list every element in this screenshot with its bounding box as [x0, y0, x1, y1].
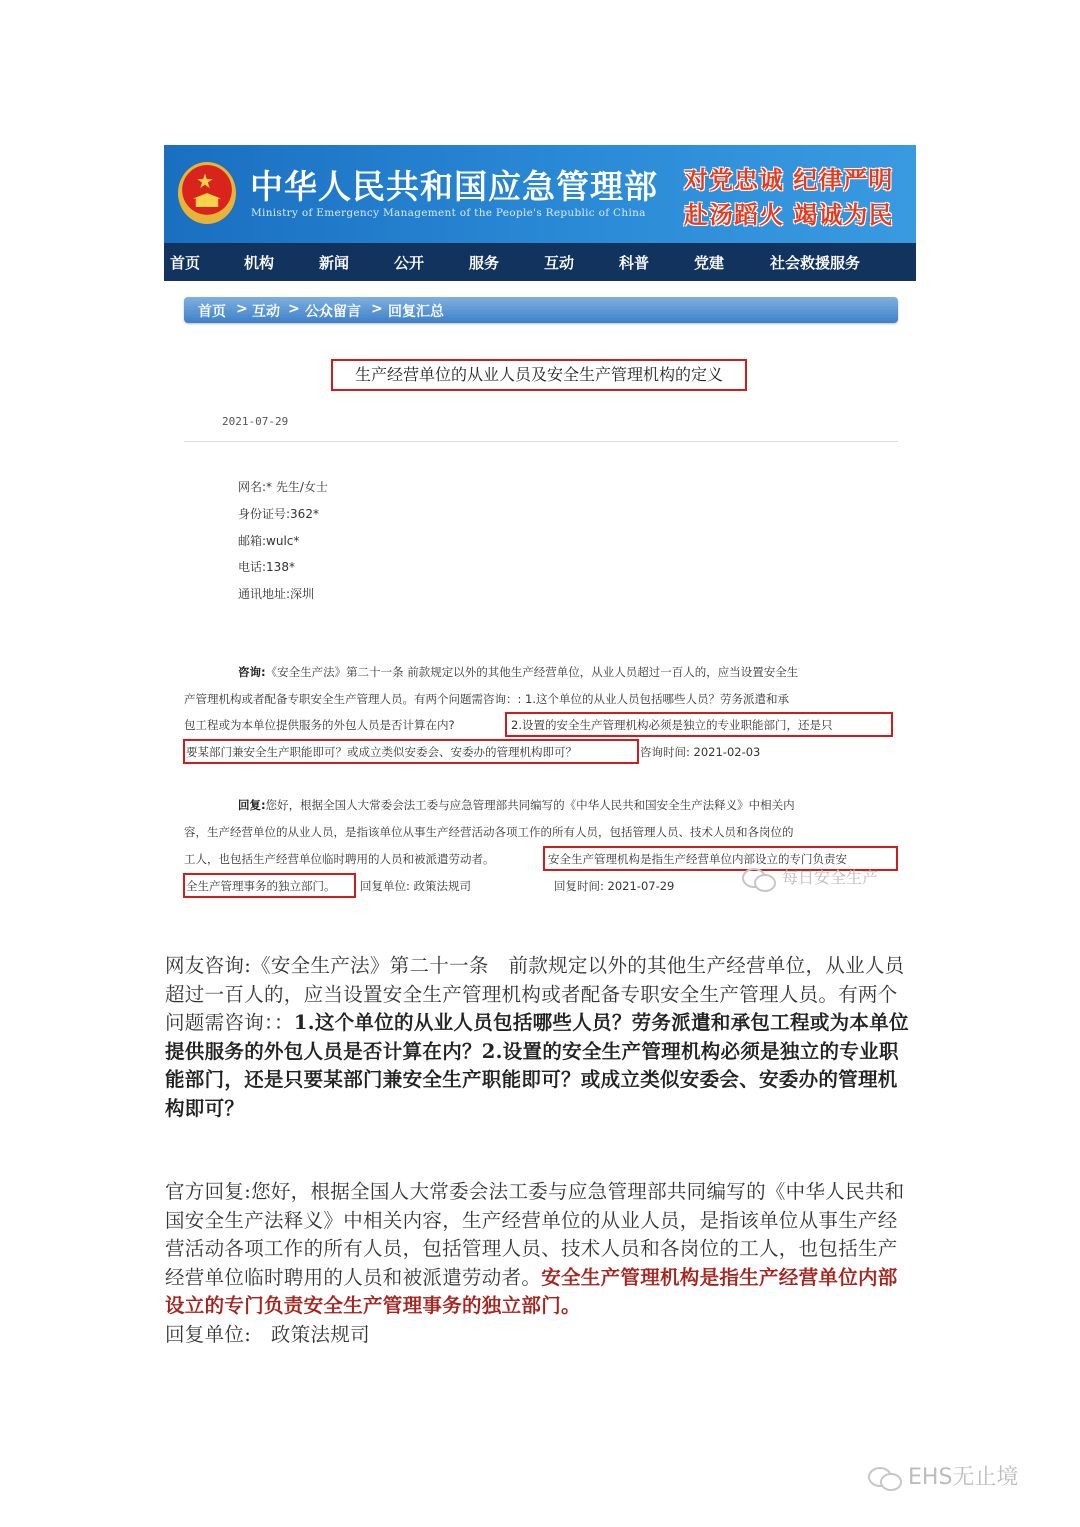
- reply-unit: 回复单位: 政策法规司: [360, 879, 472, 893]
- info-phone: 电话:138*: [238, 560, 295, 574]
- article-title: 生产经营单位的从业人员及安全生产管理机构的定义: [331, 359, 747, 391]
- reply-unit-line: 回复单位: 政策法规司: [165, 1322, 370, 1346]
- reply-line-2: 容，生产经营单位的从业人员，是指该单位从事生产经营活动各项工作的所有人员，包括管理人员、技术人员和各岗位的: [184, 825, 794, 839]
- info-address: 通讯地址:深圳: [238, 587, 315, 601]
- article-date: 2021-07-29: [222, 415, 289, 428]
- wechat-icon: [742, 866, 776, 892]
- nav-item-home[interactable]: 首页: [170, 254, 201, 272]
- question-line-2: 产管理机构或者配备专职安全生产管理人员。有两个问题需咨询：: 1.这个单位的从业人员包括哪些人员？劳务派遣和承: [184, 692, 789, 706]
- nav-item-rescue[interactable]: 社会救援服务: [770, 254, 861, 272]
- breadcrumb-interact[interactable]: 互动: [252, 304, 280, 320]
- reply-highlight: 安全生产管理机构是指生产经营单位内部设立的专门负责安全生产管理事务的独立部门。: [165, 1265, 898, 1317]
- reply-line-4a: 全生产管理事务的独立部门。: [186, 879, 336, 893]
- footer-watermark: EHS无止境: [868, 1460, 1018, 1491]
- nav-item-org[interactable]: 机构: [244, 254, 275, 272]
- reply-time: 回复时间: 2021-07-29: [554, 879, 675, 893]
- main-nav: [164, 243, 916, 281]
- question-line-3b: 2.设置的安全生产管理机构必须是独立的专业职能部门，还是只: [511, 718, 833, 732]
- breadcrumb-messages[interactable]: 公众留言: [305, 304, 361, 320]
- nav-item-interact[interactable]: 互动: [544, 254, 575, 272]
- reply-plain: 官方回复:您好，根据全国人大常委会法工委与应急管理部共同编写的《中华人民共和国安全生产法释义》中相关内容，生产经营单位的从业人员，是指该单位从事生产经营活动各项工作的所有人员，包括管理人员、技术人员和各岗位的工人，也包括生产经营单位临时聘用的人员和被派遣劳动者。: [165, 1180, 905, 1289]
- ministry-name-cn: 中华人民共和国应急管理部: [250, 167, 658, 206]
- breadcrumb-sep: >: [371, 301, 383, 317]
- highlight-box: [183, 873, 356, 898]
- question-time: 咨询时间: 2021-02-03: [640, 745, 761, 759]
- question-bold: 1.这个单位的从业人员包括哪些人员？劳务派遣和承包工程或为本单位提供服务的外包人员是否计算在内？2.设置的安全生产管理机构必须是独立的专业职能部门，还是只要某部门兼安全生产职能即可？或成立类似安委会、安委办的管理机构即可？: [165, 1011, 909, 1120]
- nav-item-news[interactable]: 新闻: [319, 254, 350, 272]
- site-banner: [164, 145, 916, 243]
- breadcrumb-sep: >: [288, 301, 300, 317]
- breadcrumb-home[interactable]: 首页: [198, 304, 226, 320]
- reply-line-3b: 安全生产管理机构是指生产经营单位内部设立的专门负责安: [548, 852, 847, 866]
- info-name: 网名:* 先生/女士: [238, 480, 328, 494]
- nav-item-science[interactable]: 科普: [619, 254, 650, 272]
- highlight-box: [505, 712, 893, 737]
- question-label: 咨询:: [238, 665, 266, 679]
- question-line-1: [238, 664, 798, 680]
- nav-item-party[interactable]: 党建: [694, 254, 725, 272]
- ministry-name-en: Ministry of Emergency Management of the People's Republic of China: [251, 207, 646, 219]
- breadcrumb-sep: >: [236, 301, 248, 317]
- nav-item-public[interactable]: 公开: [394, 254, 425, 272]
- reply-line-1: [238, 797, 795, 813]
- reply-text-1: 您好，根据全国人大常委会法工委与应急管理部共同编写的《中华人民共和国安全生产法释义》中相关内: [265, 798, 795, 812]
- slogan-line-2: 赴汤蹈火 竭诚为民: [684, 200, 894, 229]
- question-text-1: 《安全生产法》第二十一条 前款规定以外的其他生产经营单位，从业人员超过一百人的，应当设置安全生: [265, 665, 799, 679]
- nav-item-service[interactable]: 服务: [469, 254, 500, 272]
- watermark: 每日安全生产: [742, 865, 878, 892]
- reply-label: 回复:: [238, 798, 266, 812]
- reply-paragraph: [165, 1178, 917, 1349]
- national-emblem-icon: ★: [178, 162, 236, 224]
- wechat-icon: [868, 1465, 902, 1491]
- question-line-4a: 要某部门兼安全生产职能即可？或成立类似安委会、安委办的管理机构即可？: [186, 745, 577, 759]
- breadcrumb: [184, 297, 898, 323]
- question-paragraph: [165, 952, 917, 1123]
- divider: [184, 441, 898, 442]
- reply-line-3a: 工人，也包括生产经营单位临时聘用的人员和被派遣劳动者。: [184, 852, 495, 866]
- info-id: 身份证号:362*: [238, 507, 319, 521]
- breadcrumb-replies[interactable]: 回复汇总: [388, 304, 444, 320]
- question-line-3a: 包工程或为本单位提供服务的外包人员是否计算在内?: [184, 718, 455, 732]
- highlight-box: [183, 739, 639, 764]
- question-plain: 网友咨询:《安全生产法》第二十一条 前款规定以外的其他生产经营单位，从业人员超过一百人的，应当设置安全生产管理机构或者配备专职安全生产管理人员。有两个问题需咨询：：: [165, 954, 905, 1034]
- slogan-line-1: 对党忠诚 纪律严明: [684, 165, 894, 194]
- website-screenshot: [164, 145, 916, 908]
- info-email: 邮箱:wulc*: [238, 534, 300, 548]
